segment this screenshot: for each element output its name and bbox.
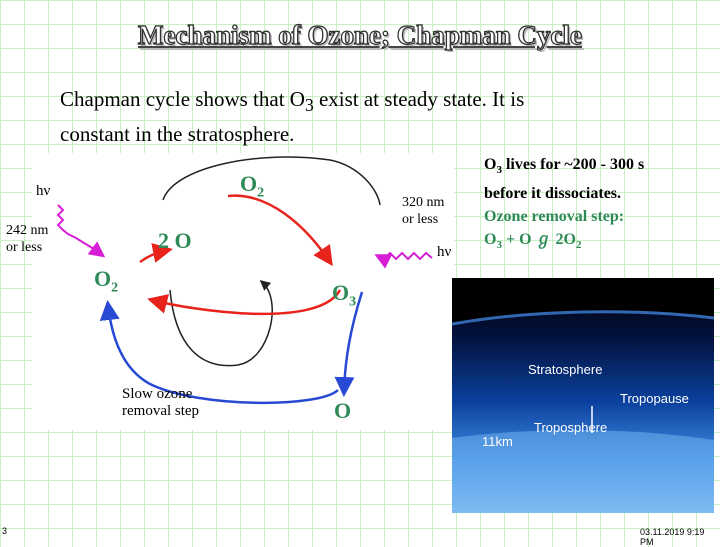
notes-line-2: before it dissociates. [484, 185, 622, 203]
red-arrow-2o-to-o3 [228, 196, 330, 262]
slide-number: 3 [2, 526, 8, 536]
wavelength-right: 320 nm or less [402, 195, 445, 227]
o3-species: $O_3$ [332, 280, 357, 310]
reaction-arrow-icon: ℊ [535, 231, 552, 249]
notes-line-1: $O_3$ lives for ~200 - 300 s [484, 156, 645, 177]
o2-left: $O_2$ [94, 266, 119, 296]
photon-left [58, 205, 102, 255]
two-o: 2 O [158, 228, 192, 253]
hv-right-label: hν [437, 244, 452, 260]
intro-line-2: constant in the stratosphere. [60, 122, 295, 147]
o-species: O [334, 398, 352, 423]
o2-top: $O_2$ [240, 171, 265, 201]
slow-step-label: Slow ozone removal step [122, 386, 200, 419]
stratosphere-label: Stratosphere [528, 362, 603, 377]
wavelength-left: 242 nm or less [6, 223, 49, 255]
black-arc-top [163, 157, 380, 205]
notes-block [484, 153, 719, 257]
black-arc-lower [170, 282, 272, 366]
tropopause-label: Tropopause [620, 391, 689, 406]
slide-title: Mechanism of Ozone; Chapman Cycle [138, 20, 582, 50]
atmosphere-photo [452, 278, 714, 513]
troposphere-label: Troposphere [534, 420, 608, 435]
altitude-label: 11km [482, 434, 513, 449]
intro-line-1: Chapman cycle shows that $O_3$ exist at steady state. It is [60, 87, 525, 116]
notes-equation: $O_3 + O$ ℊ $2O_2$ [484, 231, 582, 252]
photon-right [378, 253, 432, 259]
hv-left-label: hν [36, 183, 51, 199]
red-arrow-o3-to-o2 [152, 290, 340, 314]
slide-timestamp: 03.11.2019 9:19 PM [640, 527, 705, 547]
notes-line-3: Ozone removal step: [484, 208, 625, 226]
